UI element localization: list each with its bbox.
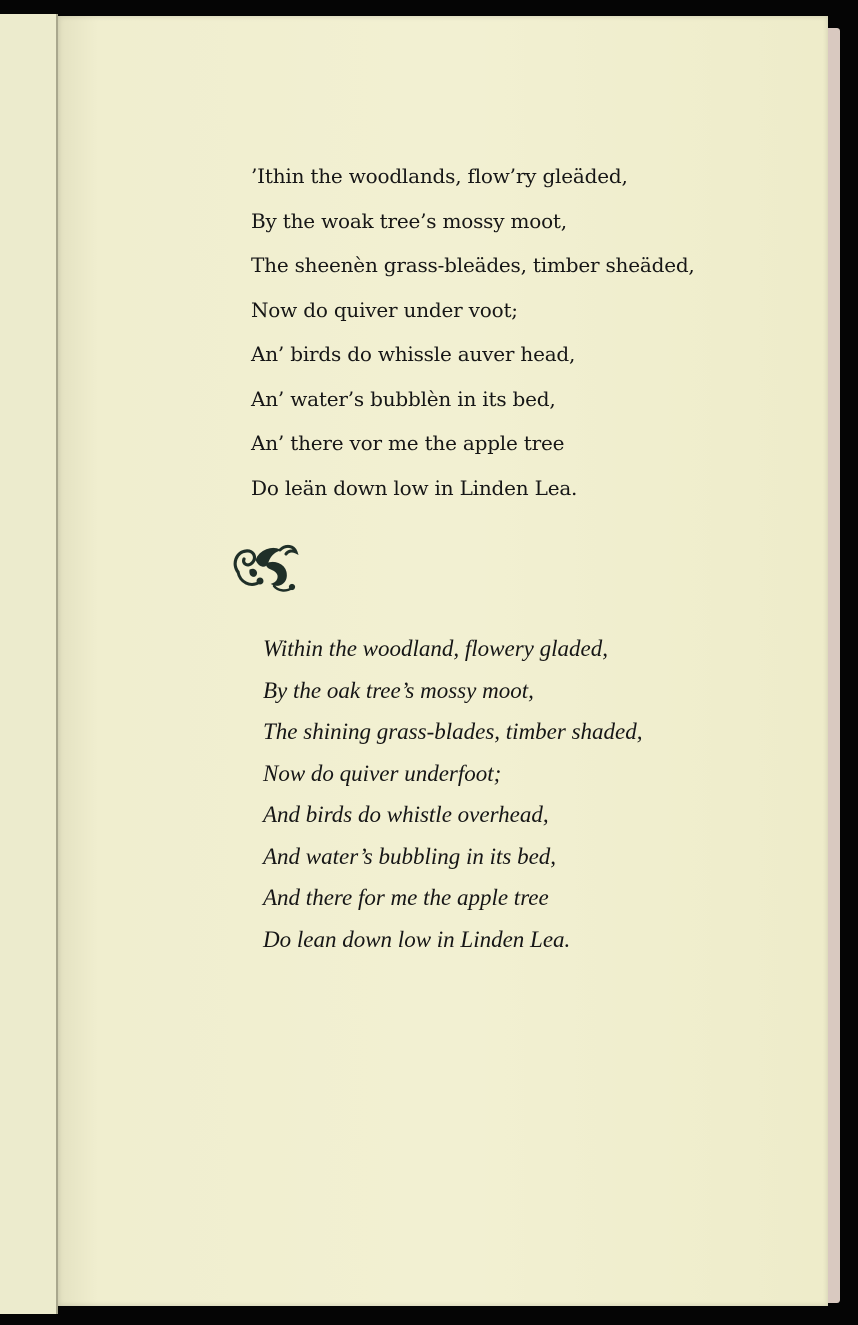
facing-page-edge bbox=[0, 14, 58, 1314]
standard-line: The shining grass-blades, timber shaded, bbox=[263, 719, 643, 744]
standard-line: And water’s bubbling in its bed, bbox=[263, 843, 557, 869]
dialect-stanza bbox=[251, 154, 695, 510]
poem-page bbox=[58, 16, 828, 1306]
standard-line: And there for me the apple tree bbox=[263, 885, 549, 910]
dialect-line: ’Ithin the woodlands, flow’ry gleäded, bbox=[251, 164, 628, 188]
standard-line: And birds do whistle overhead, bbox=[263, 802, 549, 827]
standard-stanza bbox=[263, 628, 643, 960]
dialect-line: Now do quiver under voot; bbox=[251, 297, 518, 322]
floral-fleuron-icon bbox=[230, 538, 300, 594]
dialect-line: An’ birds do whissle auver head, bbox=[251, 342, 576, 366]
standard-line: By the oak tree’s mossy moot, bbox=[263, 677, 534, 703]
dialect-line: By the woak tree’s mossy moot, bbox=[251, 208, 567, 233]
standard-line: Do lean down low in Linden Lea. bbox=[263, 926, 571, 952]
dialect-line: The sheenèn grass-bleädes, timber sheäded, bbox=[251, 253, 695, 277]
dialect-line: Do leän down low in Linden Lea. bbox=[251, 475, 578, 500]
dialect-line: An’ water’s bubblèn in its bed, bbox=[251, 386, 556, 411]
standard-line: Now do quiver underfoot; bbox=[263, 760, 502, 786]
dialect-line: An’ there vor me the apple tree bbox=[251, 431, 565, 455]
standard-line: Within the woodland, flowery gladed, bbox=[263, 636, 608, 661]
